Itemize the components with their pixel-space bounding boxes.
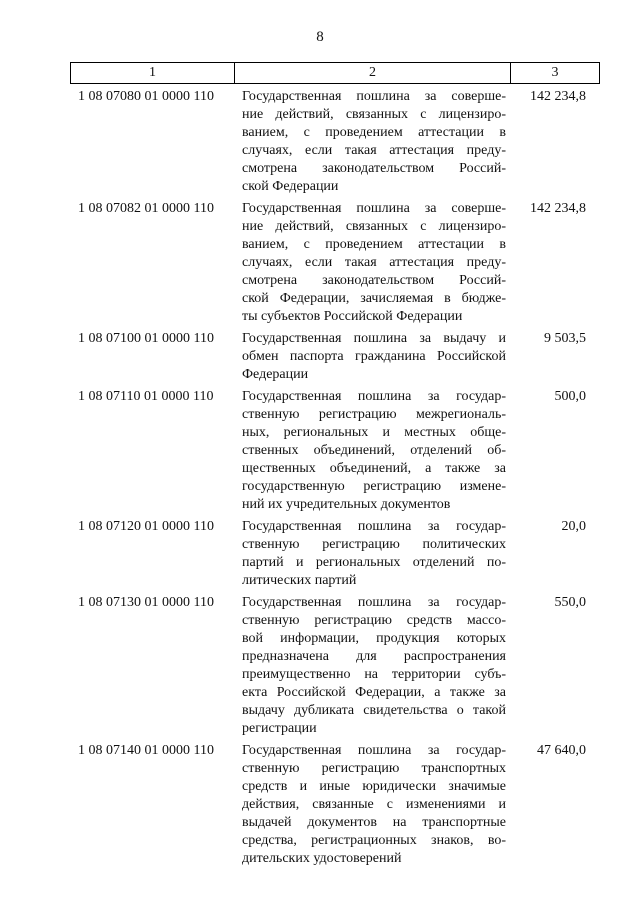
description-line: ние действий, связанных с лицензиро- bbox=[242, 219, 506, 234]
description-line: щественных объединений, а также за bbox=[242, 461, 506, 476]
budget-code: 1 08 07130 01 0000 110 bbox=[78, 595, 214, 610]
revenue-description bbox=[242, 518, 506, 590]
description-line: средств и иные юридически значимые bbox=[242, 779, 506, 794]
description-line: Государственная пошлина за государ- bbox=[242, 743, 506, 758]
description-line: обмен паспорта гражданина Российской bbox=[242, 349, 506, 364]
revenue-description bbox=[242, 742, 506, 868]
table-row bbox=[70, 88, 600, 196]
description-line: ственную регистрацию средств массо- bbox=[242, 613, 506, 628]
budget-code: 1 08 07082 01 0000 110 bbox=[78, 201, 214, 216]
description-line: ственную регистрацию транспортных bbox=[242, 761, 506, 776]
table-row bbox=[70, 388, 600, 514]
amount-value: 550,0 bbox=[554, 595, 586, 610]
amount-value: 142 234,8 bbox=[530, 201, 586, 216]
revenue-description bbox=[242, 88, 506, 196]
description-line: преимущественно на территории субъ- bbox=[242, 667, 506, 682]
description-line: ской Федерации, зачисляемая в бюдже- bbox=[242, 291, 506, 306]
description-line: Государственная пошлина за соверше- bbox=[242, 89, 506, 104]
revenue-description bbox=[242, 388, 506, 514]
column-header-description: 2 bbox=[235, 63, 511, 83]
table-body bbox=[70, 88, 600, 872]
description-line: Государственная пошлина за государ- bbox=[242, 519, 506, 534]
description-line: случаях, если такая аттестация преду- bbox=[242, 255, 506, 270]
revenue-description bbox=[242, 200, 506, 326]
budget-code: 1 08 07140 01 0000 110 bbox=[78, 743, 214, 758]
description-line: выдачей документов на транспортные bbox=[242, 815, 506, 830]
description-line: Государственная пошлина за государ- bbox=[242, 595, 506, 610]
description-line: действия, связанные с изменениями и bbox=[242, 797, 506, 812]
table-row bbox=[70, 594, 600, 738]
page-number: 8 bbox=[316, 29, 324, 45]
description-line: смотрена законодательством Россий- bbox=[242, 161, 506, 176]
amount-value: 20,0 bbox=[561, 519, 586, 534]
table-header bbox=[70, 62, 600, 84]
description-line: ванием, с проведением аттестации в bbox=[242, 125, 506, 140]
description-line: выдачу дубликата свидетельства о такой bbox=[242, 703, 506, 718]
description-line: предназначена для распространения bbox=[242, 649, 506, 664]
table-row bbox=[70, 518, 600, 590]
description-line: случаях, если такая аттестация преду- bbox=[242, 143, 506, 158]
amount-value: 47 640,0 bbox=[537, 743, 586, 758]
description-line: Государственная пошлина за государ- bbox=[242, 389, 506, 404]
amount-value: 9 503,5 bbox=[544, 331, 586, 346]
amount-value: 142 234,8 bbox=[530, 89, 586, 104]
description-line: ных, региональных и местных обще- bbox=[242, 425, 506, 440]
description-line: ние действий, связанных с лицензиро- bbox=[242, 107, 506, 122]
column-header-amount: 3 bbox=[551, 65, 559, 80]
description-line: регистрации bbox=[242, 721, 317, 736]
description-line: ванием, с проведением аттестации в bbox=[242, 237, 506, 252]
description-line: ственную регистрацию политических bbox=[242, 537, 506, 552]
table-row bbox=[70, 200, 600, 326]
description-line: Федерации bbox=[242, 367, 309, 382]
description-line: средства, регистрационных знаков, во- bbox=[242, 833, 506, 848]
description-line: смотрена законодательством Россий- bbox=[242, 273, 506, 288]
description-line: Государственная пошлина за выдачу и bbox=[242, 331, 506, 346]
table-row bbox=[70, 742, 600, 868]
column-header-code: 1 bbox=[71, 63, 235, 83]
description-line: ний их учредительных документов bbox=[242, 497, 451, 512]
budget-code: 1 08 07120 01 0000 110 bbox=[78, 519, 214, 534]
description-line: партий и региональных отделений по- bbox=[242, 555, 506, 570]
description-line: ты субъектов Российской Федерации bbox=[242, 309, 463, 324]
revenue-description bbox=[242, 594, 506, 738]
description-line: ской Федерации bbox=[242, 179, 339, 194]
table-row bbox=[70, 330, 600, 384]
budget-code: 1 08 07080 01 0000 110 bbox=[78, 89, 214, 104]
description-line: дительских удостоверений bbox=[242, 851, 402, 866]
description-line: ственных объединений, отделений об- bbox=[242, 443, 506, 458]
budget-code: 1 08 07100 01 0000 110 bbox=[78, 331, 214, 346]
description-line: вой информации, продукция которых bbox=[242, 631, 506, 646]
description-line: екта Российской Федерации, а также за bbox=[242, 685, 506, 700]
budget-code: 1 08 07110 01 0000 110 bbox=[78, 389, 214, 404]
description-line: государственную регистрацию измене- bbox=[242, 479, 506, 494]
amount-value: 500,0 bbox=[554, 389, 586, 404]
description-line: Государственная пошлина за соверше- bbox=[242, 201, 506, 216]
description-line: ственную регистрацию межрегиональ- bbox=[242, 407, 506, 422]
revenue-description bbox=[242, 330, 506, 384]
description-line: литических партий bbox=[242, 573, 357, 588]
